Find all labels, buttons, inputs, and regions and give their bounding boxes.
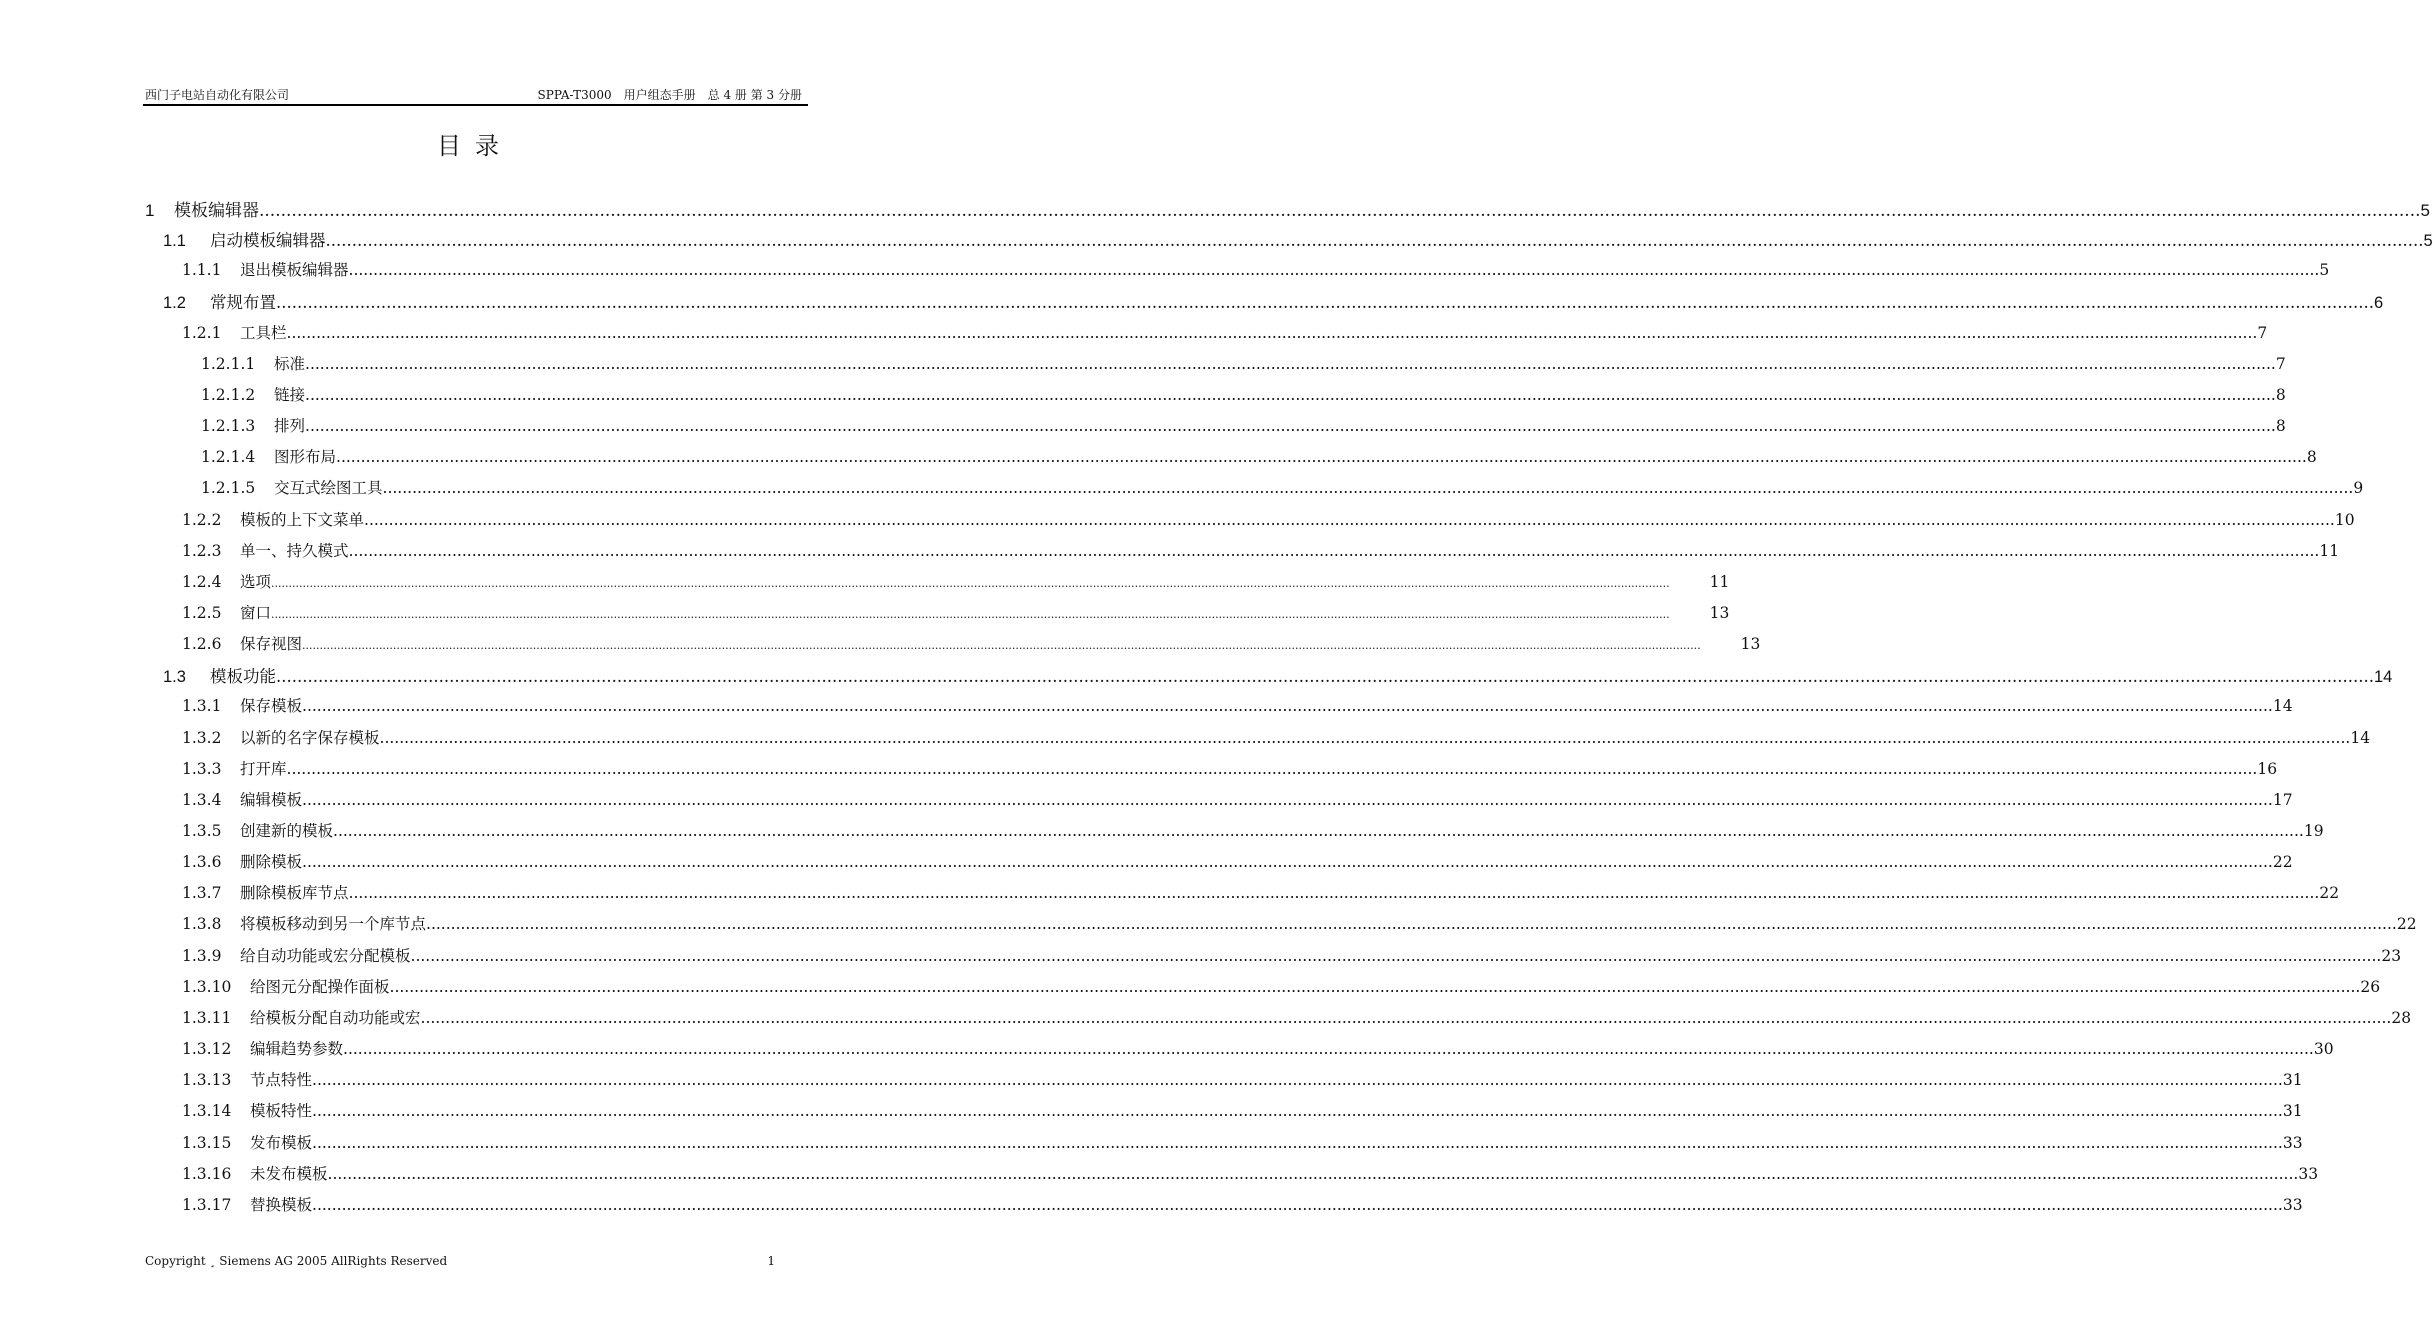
toc-entry[interactable] xyxy=(182,757,2278,788)
toc-dot-leader: ................................................................................................................................................................................................................................................................................................................................................................................................................ xyxy=(336,448,2307,467)
toc-dot-leader: ................................................................................................................................................................................................................................................................................................................................................................................................................ xyxy=(305,354,2276,373)
toc-entry-title: 单一、持久模式 xyxy=(240,541,349,560)
toc-dot-leader: ................................................................................................................................................................................................................................................................................................................................................................................................................ xyxy=(286,759,2258,778)
toc-dot-leader: ................................................................................................................................................................................................................................................................................................................................................................................................................ xyxy=(382,479,2354,498)
toc-entry-number: 1.3.12 xyxy=(182,1040,232,1059)
toc-entry[interactable] xyxy=(182,850,2293,881)
toc-entry[interactable] xyxy=(182,694,2293,725)
toc-dot-leader: ................................................................................................................................................................................................................................................................................................................................................................................................................ xyxy=(379,728,2351,747)
toc-entry-title: 删除模板 xyxy=(240,853,303,872)
toc-entry-page: 22 xyxy=(2319,884,2340,903)
toc-entry-number: 1.2.1.2 xyxy=(201,385,256,404)
toc-entry[interactable] xyxy=(182,944,2402,975)
toc-entry[interactable] xyxy=(182,508,2355,539)
toc-dot-leader: ................................................................................................................................................................................................................................................................................................................................................................................................................ xyxy=(302,639,1701,653)
toc-entry-number: 1.2.1.3 xyxy=(201,417,256,436)
toc-entry-page: 9 xyxy=(2353,479,2364,498)
toc-entry-page: 13 xyxy=(1740,635,1761,654)
toc-entry-number: 1.3.13 xyxy=(182,1071,232,1090)
toc-entry-page: 33 xyxy=(2282,1133,2303,1152)
toc-entry-title: 打开库 xyxy=(240,759,287,778)
toc-dot-leader: ................................................................................................................................................................................................................................................................................................................................................................................................................ xyxy=(410,946,2382,965)
toc-dot-leader: ................................................................................................................................................................................................................................................................................................................................................................................................................ xyxy=(305,385,2276,404)
toc-entry-title: 创建新的模板 xyxy=(240,822,334,840)
toc-entry-number: 1.3.17 xyxy=(182,1195,232,1214)
toc-entry-page: 30 xyxy=(2313,1040,2334,1059)
toc-dot-leader: ................................................................................................................................................................................................................................................................................................................................................................................................................ xyxy=(312,1133,2283,1152)
toc-entry-page: 8 xyxy=(2275,385,2286,404)
toc-entry[interactable] xyxy=(182,881,2340,912)
toc-dot-leader: ................................................................................................................................................................................................................................................................................................................................................................................................................ xyxy=(286,323,2258,342)
toc-entry-number: 1.2.4 xyxy=(182,572,222,591)
toc-entry-title: 给自动功能或宏分配模板 xyxy=(240,946,411,965)
toc-entry-title: 工具栏 xyxy=(240,323,287,342)
toc-entry-page: 5 xyxy=(2423,232,2433,251)
toc-entry-number: 1.3.3 xyxy=(182,759,222,778)
toc-entry-page: 26 xyxy=(2360,977,2381,996)
toc-entry-number: 1.3.11 xyxy=(182,1008,232,1027)
toc-entry[interactable] xyxy=(182,1099,2303,1130)
toc-dot-leader: ................................................................................................................................................................................................................................................................................................................................................................................................................ xyxy=(302,853,2273,872)
toc-entry-number: 1.3.15 xyxy=(182,1133,232,1152)
toc-entry[interactable] xyxy=(182,1068,2303,1099)
toc-entry-page: 11 xyxy=(1709,572,1730,591)
page-footer xyxy=(143,1252,783,1270)
toc-entry-title: 保存模板 xyxy=(240,697,303,716)
toc-entry[interactable] xyxy=(201,445,2317,476)
toc-dot-leader: ................................................................................................................................................................................................................................................................................................................................................................................................................ xyxy=(312,1071,2283,1090)
toc-entry[interactable] xyxy=(182,1006,2412,1037)
toc-entry-title: 未发布模板 xyxy=(250,1164,328,1183)
toc-dot-leader: ................................................................................................................................................................................................................................................................................................................................................................................................................ xyxy=(259,201,2421,221)
toc-entry[interactable] xyxy=(182,321,2268,352)
toc-dot-leader: ................................................................................................................................................................................................................................................................................................................................................................................................................ xyxy=(389,977,2361,996)
toc-entry-page: 10 xyxy=(2334,510,2355,529)
toc-entry[interactable] xyxy=(182,819,2324,850)
toc-entry-number: 1.2.1.5 xyxy=(201,479,256,498)
toc-entry-title: 将模板移动到另一个库节点 xyxy=(240,915,427,934)
toc-entry-number: 1.3.2 xyxy=(182,728,222,747)
toc-entry-title: 删除模板库节点 xyxy=(240,884,349,903)
toc-dot-leader: ................................................................................................................................................................................................................................................................................................................................................................................................................ xyxy=(276,667,2374,687)
toc-entry-number: 1 xyxy=(145,201,155,220)
toc-entry-page: 14 xyxy=(2272,697,2293,716)
toc-entry-page: 17 xyxy=(2272,790,2293,809)
toc-entry-title: 常规布置 xyxy=(210,293,276,313)
toc-dot-leader: ................................................................................................................................................................................................................................................................................................................................................................................................................ xyxy=(271,576,1670,590)
toc-entry-page: 33 xyxy=(2282,1195,2303,1214)
toc-dot-leader: ................................................................................................................................................................................................................................................................................................................................................................................................................ xyxy=(348,541,2320,560)
toc-entry-page: 31 xyxy=(2282,1102,2303,1121)
toc-entry-page: 16 xyxy=(2257,759,2278,778)
toc-entry-page: 19 xyxy=(2303,822,2324,840)
toc-entry[interactable] xyxy=(182,539,2340,570)
toc-entry-page: 11 xyxy=(2319,541,2340,560)
toc-dot-leader: ................................................................................................................................................................................................................................................................................................................................................................................................................ xyxy=(305,417,2276,436)
toc-entry-title: 退出模板编辑器 xyxy=(240,261,349,280)
header-divider xyxy=(143,104,808,106)
toc-entry-title: 给图元分配操作面板 xyxy=(250,977,390,996)
toc-entry[interactable] xyxy=(145,196,2430,227)
toc-entry-title: 排列 xyxy=(274,417,306,436)
toc-dot-leader: ................................................................................................................................................................................................................................................................................................................................................................................................................ xyxy=(333,822,2304,840)
toc-entry-number: 1.1.1 xyxy=(182,261,222,280)
toc-entry-number: 1.2.1.4 xyxy=(201,448,256,467)
toc-entry-title: 替换模板 xyxy=(250,1195,313,1214)
toc-entry[interactable] xyxy=(201,476,2364,507)
toc-entry-number: 1.3.1 xyxy=(182,697,222,716)
toc-entry-title: 编辑趋势参数 xyxy=(250,1040,344,1059)
toc-dot-leader: ................................................................................................................................................................................................................................................................................................................................................................................................................ xyxy=(271,607,1670,621)
page-title: 目录 xyxy=(437,132,513,160)
toc-entry-title: 图形布局 xyxy=(274,448,337,467)
footer-page-number: 1 xyxy=(767,1254,775,1268)
toc-entry-number: 1.2.1 xyxy=(182,323,222,342)
toc-entry[interactable] xyxy=(201,352,2286,383)
toc-entry-title: 链接 xyxy=(274,385,306,404)
toc-entry-title: 模板功能 xyxy=(210,667,276,687)
toc-entry-number: 1.3.7 xyxy=(182,884,222,903)
toc-entry-number: 1.3.10 xyxy=(182,977,232,996)
toc-entry[interactable] xyxy=(182,1162,2319,1193)
toc-entry-number: 1.1 xyxy=(163,232,186,251)
toc-entry-number: 1.2.1.1 xyxy=(201,354,256,373)
toc-entry-number: 1.3 xyxy=(163,668,186,687)
header-document-info: SPPA-T3000 用户组态手册 总 4 册 第 3 分册 xyxy=(537,88,802,102)
toc-entry-title: 节点特性 xyxy=(250,1071,313,1090)
toc-entry-number: 1.3.16 xyxy=(182,1164,232,1183)
toc-dot-leader: ................................................................................................................................................................................................................................................................................................................................................................................................................ xyxy=(312,1102,2283,1121)
toc-entry-title: 标准 xyxy=(274,354,306,373)
toc-entry[interactable] xyxy=(182,1131,2303,1162)
toc-entry-page: 33 xyxy=(2298,1164,2319,1183)
toc-entry-title: 发布模板 xyxy=(250,1133,313,1152)
toc-entry-number: 1.2.6 xyxy=(182,635,222,654)
toc-entry-page: 28 xyxy=(2391,1008,2412,1027)
toc-entry[interactable] xyxy=(182,1037,2334,1068)
toc-entry-number: 1.3.5 xyxy=(182,822,222,840)
toc-dot-leader: ................................................................................................................................................................................................................................................................................................................................................................................................................ xyxy=(302,790,2273,809)
toc-dot-leader: ................................................................................................................................................................................................................................................................................................................................................................................................................ xyxy=(426,915,2397,934)
toc-entry-title: 模板特性 xyxy=(250,1102,313,1121)
toc-entry[interactable] xyxy=(163,663,2393,694)
toc-entry[interactable] xyxy=(201,414,2286,445)
toc-entry-number: 1.3.4 xyxy=(182,790,222,809)
toc-entry[interactable] xyxy=(182,726,2371,757)
toc-entry-page: 31 xyxy=(2282,1071,2303,1090)
toc-entry-title: 给模板分配自动功能或宏 xyxy=(250,1008,421,1027)
toc-entry-title: 模板的上下文菜单 xyxy=(240,510,365,529)
toc-dot-leader: ................................................................................................................................................................................................................................................................................................................................................................................................................ xyxy=(276,293,2374,313)
toc-entry-title: 选项 xyxy=(240,572,272,591)
page-header xyxy=(143,86,808,104)
toc-entry[interactable] xyxy=(201,383,2286,414)
toc-entry-page: 14 xyxy=(2373,668,2393,687)
toc-entry[interactable] xyxy=(182,632,1761,663)
toc-dot-leader: ................................................................................................................................................................................................................................................................................................................................................................................................................ xyxy=(343,1040,2314,1059)
footer-copyright: Copyright ¸ Siemens AG 2005 AllRights Reserved xyxy=(145,1254,448,1268)
toc-entry-page: 7 xyxy=(2275,354,2286,373)
toc-dot-leader: ................................................................................................................................................................................................................................................................................................................................................................................................................ xyxy=(312,1195,2283,1214)
toc-dot-leader: ................................................................................................................................................................................................................................................................................................................................................................................................................ xyxy=(364,510,2335,529)
toc-entry-page: 6 xyxy=(2373,294,2384,313)
toc-entry-page: 5 xyxy=(2319,261,2330,280)
toc-entry-page: 5 xyxy=(2420,201,2430,220)
toc-entry-number: 1.3.9 xyxy=(182,946,222,965)
toc-dot-leader: ................................................................................................................................................................................................................................................................................................................................................................................................................ xyxy=(420,1008,2392,1027)
toc-entry-page: 22 xyxy=(2396,915,2417,934)
toc-entry[interactable] xyxy=(163,227,2433,258)
toc-entry-page: 23 xyxy=(2381,946,2402,965)
toc-dot-leader: ................................................................................................................................................................................................................................................................................................................................................................................................................ xyxy=(327,1164,2299,1183)
toc-entry[interactable] xyxy=(182,570,1730,601)
toc-entry-title: 编辑模板 xyxy=(240,790,303,809)
toc-entry[interactable] xyxy=(163,289,2384,320)
toc-entry-page: 13 xyxy=(1709,603,1730,622)
toc-entry-number: 1.2.5 xyxy=(182,603,222,622)
toc-dot-leader: ................................................................................................................................................................................................................................................................................................................................................................................................................ xyxy=(302,697,2273,716)
toc-entry[interactable] xyxy=(182,975,2381,1006)
toc-entry-title: 以新的名字保存模板 xyxy=(240,728,380,747)
toc-entry-title: 保存视图 xyxy=(240,635,303,654)
toc-entry[interactable] xyxy=(182,601,1730,632)
toc-entry-title: 模板编辑器 xyxy=(174,201,259,221)
toc-entry-number: 1.2.2 xyxy=(182,510,222,529)
toc-entry[interactable] xyxy=(182,788,2293,819)
toc-entry-page: 7 xyxy=(2257,323,2268,342)
toc-entry-title: 启动模板编辑器 xyxy=(210,231,326,251)
toc-entry-number: 1.3.14 xyxy=(182,1102,232,1121)
toc-entry[interactable] xyxy=(182,258,2330,289)
toc-entry-page: 8 xyxy=(2275,417,2286,436)
toc-entry-title: 交互式绘图工具 xyxy=(274,479,383,498)
toc-entry-number: 1.2.3 xyxy=(182,541,222,560)
toc-entry-number: 1.3.8 xyxy=(182,915,222,934)
toc-entry[interactable] xyxy=(182,1193,2303,1224)
toc-entry-number: 1.3.6 xyxy=(182,853,222,872)
toc-dot-leader: ................................................................................................................................................................................................................................................................................................................................................................................................................ xyxy=(348,261,2320,280)
toc-entry-number: 1.2 xyxy=(163,294,186,313)
toc-dot-leader: ................................................................................................................................................................................................................................................................................................................................................................................................................ xyxy=(325,231,2424,251)
toc-entry[interactable] xyxy=(182,912,2417,943)
header-company: 西门子电站自动化有限公司 xyxy=(145,88,290,102)
toc-dot-leader: ................................................................................................................................................................................................................................................................................................................................................................................................................ xyxy=(348,884,2320,903)
toc-entry-page: 14 xyxy=(2350,728,2371,747)
toc-entry-page: 22 xyxy=(2272,853,2293,872)
toc-entry-title: 窗口 xyxy=(240,603,272,622)
toc-entry-page: 8 xyxy=(2306,448,2317,467)
